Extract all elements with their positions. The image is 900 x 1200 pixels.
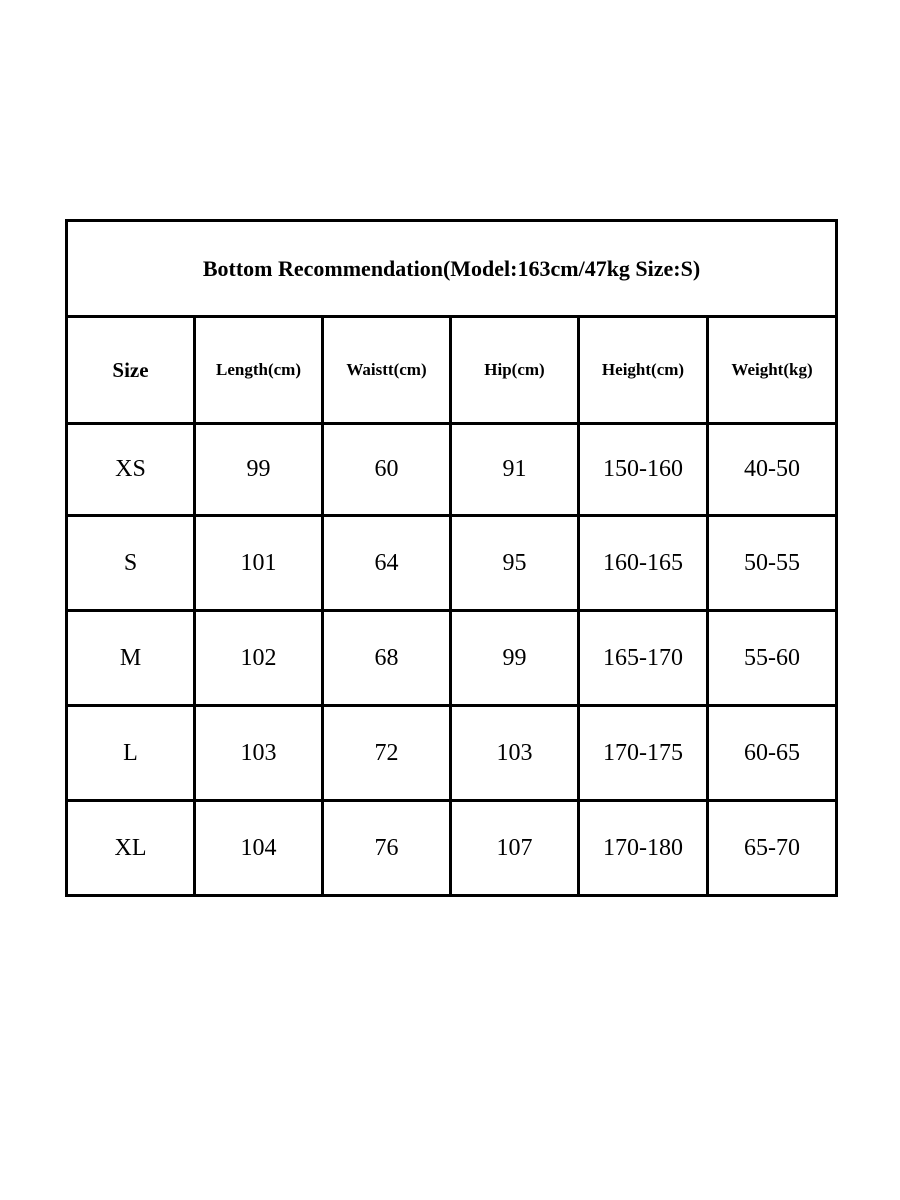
cell-hip: 95	[451, 516, 579, 611]
cell-hip: 107	[451, 801, 579, 896]
cell-weight: 50-55	[708, 516, 837, 611]
cell-hip: 103	[451, 706, 579, 801]
cell-waist: 68	[323, 611, 451, 706]
cell-weight: 40-50	[708, 424, 837, 516]
cell-weight: 55-60	[708, 611, 837, 706]
cell-weight: 60-65	[708, 706, 837, 801]
table-row	[67, 611, 837, 706]
cell-length: 103	[195, 706, 323, 801]
cell-size: S	[67, 516, 195, 611]
table-title: Bottom Recommendation(Model:163cm/47kg Size:S)	[67, 221, 837, 317]
column-header-hip: Hip(cm)	[451, 317, 579, 424]
cell-length: 104	[195, 801, 323, 896]
cell-hip: 91	[451, 424, 579, 516]
cell-height: 165-170	[579, 611, 708, 706]
cell-size: XS	[67, 424, 195, 516]
cell-length: 102	[195, 611, 323, 706]
column-header-length: Length(cm)	[195, 317, 323, 424]
cell-height: 150-160	[579, 424, 708, 516]
cell-height: 170-180	[579, 801, 708, 896]
column-header-waist: Waistt(cm)	[323, 317, 451, 424]
cell-waist: 60	[323, 424, 451, 516]
table-row	[67, 801, 837, 896]
column-header-height: Height(cm)	[579, 317, 708, 424]
cell-length: 99	[195, 424, 323, 516]
cell-size: XL	[67, 801, 195, 896]
cell-weight: 65-70	[708, 801, 837, 896]
cell-waist: 64	[323, 516, 451, 611]
table-row	[67, 516, 837, 611]
cell-height: 160-165	[579, 516, 708, 611]
cell-height: 170-175	[579, 706, 708, 801]
cell-hip: 99	[451, 611, 579, 706]
cell-size: L	[67, 706, 195, 801]
cell-length: 101	[195, 516, 323, 611]
size-chart-table	[65, 219, 838, 897]
cell-waist: 76	[323, 801, 451, 896]
cell-waist: 72	[323, 706, 451, 801]
table-row	[67, 706, 837, 801]
table-title-row	[67, 221, 837, 317]
column-header-weight: Weight(kg)	[708, 317, 837, 424]
column-header-size: Size	[67, 317, 195, 424]
table-header-row	[67, 317, 837, 424]
table-row	[67, 424, 837, 516]
cell-size: M	[67, 611, 195, 706]
